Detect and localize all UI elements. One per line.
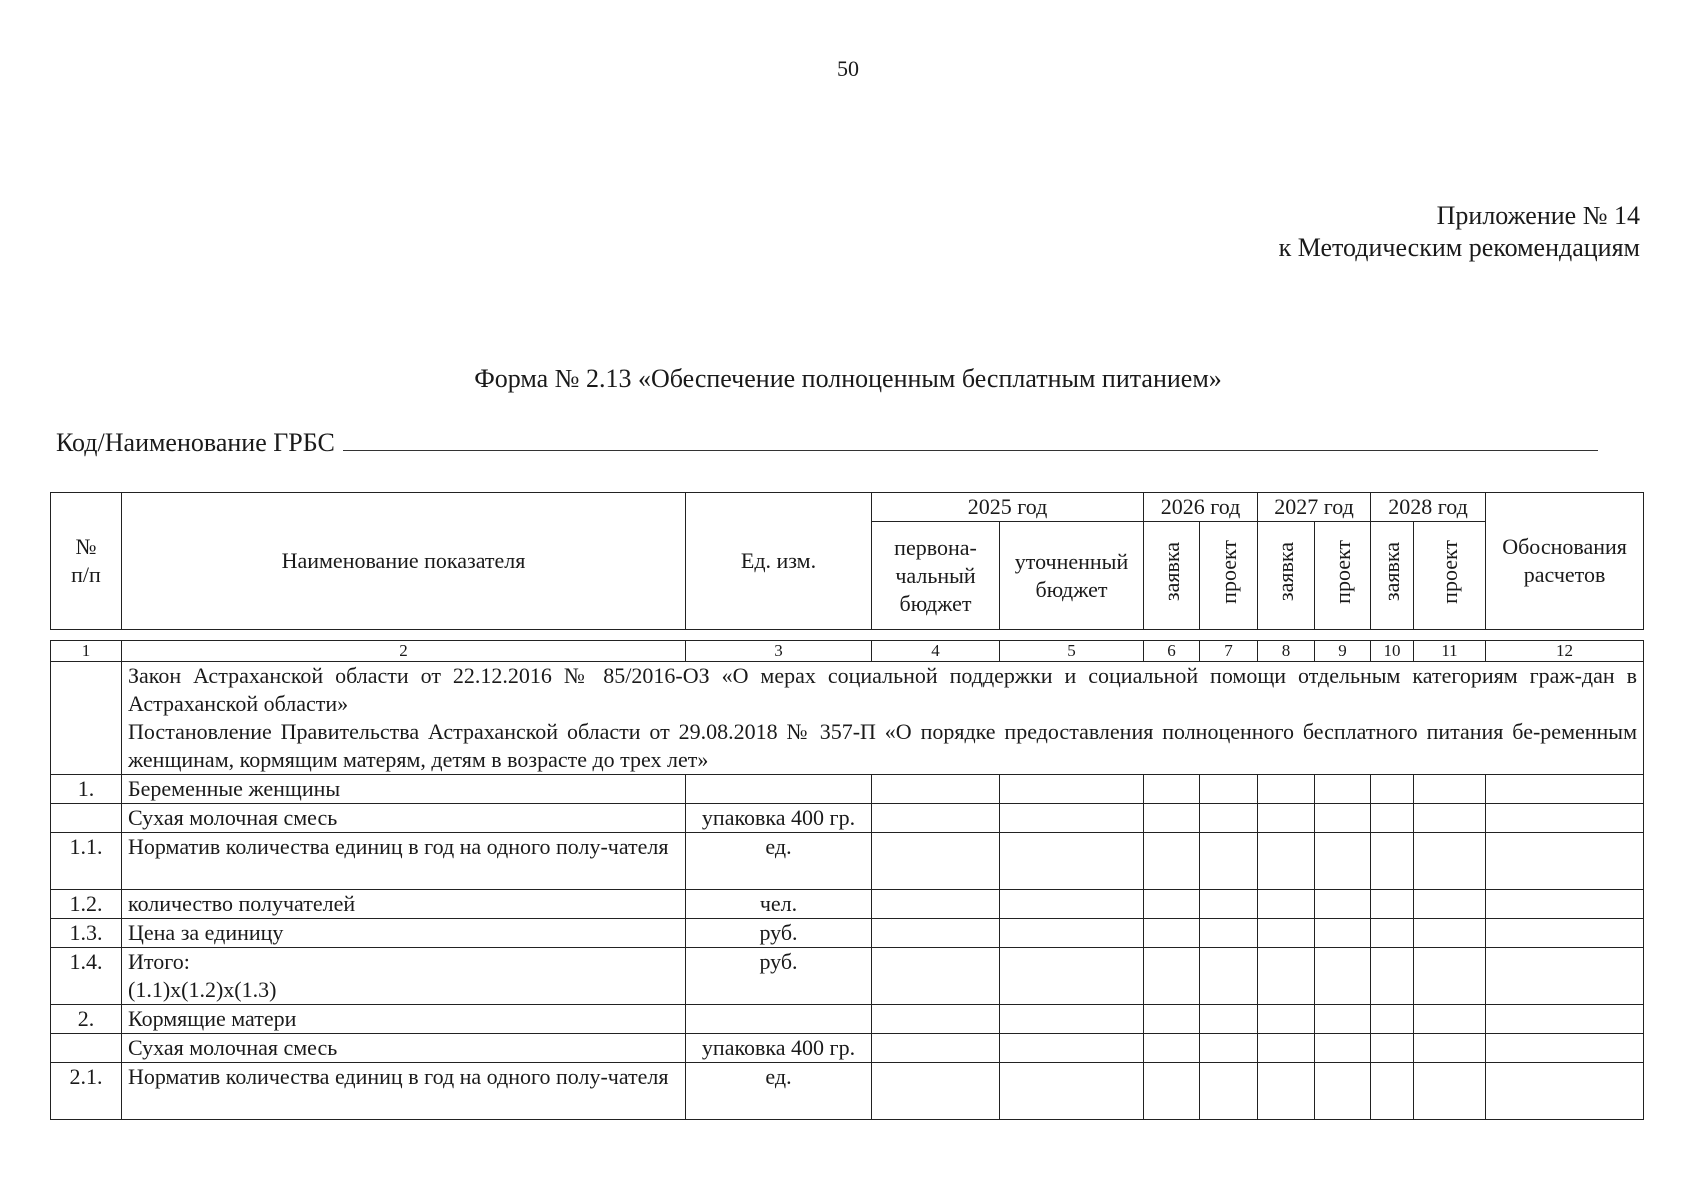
table-row [51,1005,1644,1034]
unit-cell: руб. [686,948,872,1005]
value-cell[interactable] [1144,890,1200,919]
column-number: 5 [1000,641,1144,662]
value-cell[interactable] [1315,804,1371,833]
value-cell[interactable] [1200,775,1258,804]
form-title: Форма № 2.13 «Обеспечение полноценным бесплатным питанием» [474,364,1222,393]
law-text-1: Закон Астраханской области от 22.12.2016 № 85/2016-ОЗ «О мерах социальной поддержки и социальной помощи отдельным категориям граж-дан в Астраханской области» [128,663,1637,716]
value-cell[interactable] [1414,1063,1486,1120]
value-cell[interactable] [1258,775,1315,804]
indicator-name-cell: Сухая молочная смесь [122,1034,686,1063]
value-cell[interactable] [1200,919,1258,948]
value-cell[interactable] [872,833,1000,890]
header-initial-budget: первона- чальный бюджет [872,522,1000,630]
value-cell[interactable] [872,1063,1000,1120]
header-col-name: Наименование показателя [122,493,686,630]
appendix-line-1: Приложение № 14 [1436,201,1640,230]
value-cell[interactable] [1144,833,1200,890]
value-cell[interactable] [1371,1063,1414,1120]
indicator-name-cell: Норматив количества единиц в год на одного полу-чателя [122,833,686,890]
value-cell[interactable] [1000,1005,1144,1034]
value-cell[interactable] [1486,890,1644,919]
header-project-2028-label: проект [1436,540,1462,604]
indicator-name-cell: Цена за единицу [122,919,686,948]
header-project-2027-label: проект [1329,540,1355,604]
law-text-2: Постановление Правительства Астраханской области от 29.08.2018 № 357-П «О порядке предоставления полноценного бесплатного питания бе-ременным женщинам, кормящим матерям, детям в возрасте до трех лет» [128,719,1637,772]
value-cell[interactable] [1486,1005,1644,1034]
row-number-cell [51,804,122,833]
table-row [51,890,1644,919]
value-cell[interactable] [1371,1005,1414,1034]
value-cell[interactable] [872,1034,1000,1063]
column-number: 10 [1371,641,1414,662]
row-number-cell [51,1034,122,1063]
value-cell[interactable] [1371,833,1414,890]
column-number: 11 [1414,641,1486,662]
column-number: 6 [1144,641,1200,662]
header-year-2028: 2028 год [1371,493,1486,522]
value-cell[interactable] [1144,1005,1200,1034]
header-year-2025: 2025 год [872,493,1144,522]
header-request-2026-label: заявка [1158,542,1184,602]
value-cell[interactable] [1414,948,1486,1005]
value-cell[interactable] [1414,919,1486,948]
value-cell[interactable] [1258,1005,1315,1034]
row-number-cell: 2.1. [51,1063,122,1120]
value-cell[interactable] [1414,804,1486,833]
indicator-name-cell: Кормящие матери [122,1005,686,1034]
value-cell[interactable] [1414,1005,1486,1034]
value-cell[interactable] [1144,948,1200,1005]
table-row [51,1063,1644,1120]
unit-cell: ед. [686,833,872,890]
value-cell[interactable] [1486,919,1644,948]
value-cell[interactable] [1258,948,1315,1005]
legal-basis-num-cell [51,662,122,775]
value-cell[interactable] [1315,1034,1371,1063]
value-cell[interactable] [1315,890,1371,919]
table-row [51,919,1644,948]
row-number-cell: 1. [51,775,122,804]
table-row [51,948,1644,1005]
header-request-2027-label: заявка [1273,542,1299,602]
indicator-name-cell: количество получателей [122,890,686,919]
value-cell[interactable] [1258,833,1315,890]
row-number-cell: 2. [51,1005,122,1034]
unit-cell [686,1005,872,1034]
header-col-unit: Ед. изм. [686,493,872,630]
unit-cell: чел. [686,890,872,919]
header-col-basis: Обоснования расчетов [1486,493,1644,630]
column-number: 12 [1486,641,1644,662]
legal-basis-row [51,662,1644,775]
value-cell[interactable] [1258,804,1315,833]
value-cell[interactable] [1258,919,1315,948]
value-cell[interactable] [1000,1034,1144,1063]
value-cell[interactable] [1486,1063,1644,1120]
data-table [50,640,1644,1120]
indicator-name-cell: Норматив количества единиц в год на одного полу-чателя [122,1063,686,1120]
header-project-2026-label: проект [1215,540,1241,604]
value-cell[interactable] [1414,890,1486,919]
table-row [51,775,1644,804]
value-cell[interactable] [1258,890,1315,919]
value-cell[interactable] [1486,948,1644,1005]
value-cell[interactable] [1144,1063,1200,1120]
header-request-2028 [1371,522,1414,630]
indicator-name-cell: Итого: (1.1)х(1.2)х(1.3) [122,948,686,1005]
indicator-name-cell: Сухая молочная смесь [122,804,686,833]
grbs-blank-line[interactable] [343,428,1598,451]
header-project-2028 [1414,522,1486,630]
value-cell[interactable] [1414,775,1486,804]
column-number: 8 [1258,641,1315,662]
column-number: 1 [51,641,122,662]
value-cell[interactable] [1200,1034,1258,1063]
value-cell[interactable] [1486,775,1644,804]
unit-cell: руб. [686,919,872,948]
value-cell[interactable] [1371,948,1414,1005]
indicator-name-cell: Беременные женщины [122,775,686,804]
value-cell[interactable] [872,890,1000,919]
value-cell[interactable] [1315,775,1371,804]
row-number-cell: 1.2. [51,890,122,919]
value-cell[interactable] [1486,804,1644,833]
column-number: 2 [122,641,686,662]
value-cell[interactable] [872,1005,1000,1034]
table-row [51,833,1644,890]
appendix-note [1279,200,1640,264]
column-number: 3 [686,641,872,662]
value-cell[interactable] [872,919,1000,948]
value-cell[interactable] [1144,804,1200,833]
value-cell[interactable] [1200,948,1258,1005]
header-project-2027 [1315,522,1371,630]
row-number-cell: 1.3. [51,919,122,948]
page-number: 50 [837,56,859,81]
value-cell[interactable] [1000,890,1144,919]
header-year-2027: 2027 год [1258,493,1371,522]
table-row [51,1034,1644,1063]
grbs-label: Код/Наименование ГРБС [56,428,335,457]
legal-basis-cell [122,662,1644,775]
value-cell[interactable] [1371,804,1414,833]
table-row [51,804,1644,833]
header-project-2026 [1200,522,1258,630]
value-cell[interactable] [1486,833,1644,890]
value-cell[interactable] [1144,775,1200,804]
unit-cell: ед. [686,1063,872,1120]
column-number: 7 [1200,641,1258,662]
header-col-number: № п/п [51,493,122,630]
value-cell[interactable] [1371,1034,1414,1063]
unit-cell [686,775,872,804]
value-cell[interactable] [872,804,1000,833]
value-cell[interactable] [1200,1005,1258,1034]
value-cell[interactable] [1315,1063,1371,1120]
value-cell[interactable] [1200,1063,1258,1120]
header-request-2027 [1258,522,1315,630]
unit-cell: упаковка 400 гр. [686,1034,872,1063]
value-cell[interactable] [1000,833,1144,890]
value-cell[interactable] [1000,1063,1144,1120]
value-cell[interactable] [1486,1034,1644,1063]
value-cell[interactable] [1371,890,1414,919]
unit-cell: упаковка 400 гр. [686,804,872,833]
value-cell[interactable] [1000,919,1144,948]
value-cell[interactable] [1144,919,1200,948]
value-cell[interactable] [1315,833,1371,890]
grbs-field [56,428,1598,458]
table-body [51,775,1644,1120]
row-number-cell: 1.1. [51,833,122,890]
value-cell[interactable] [1000,804,1144,833]
value-cell[interactable] [1144,1034,1200,1063]
header-revised-budget: уточненный бюджет [1000,522,1144,630]
value-cell[interactable] [1371,919,1414,948]
value-cell[interactable] [1371,775,1414,804]
value-cell[interactable] [1258,1063,1315,1120]
value-cell[interactable] [1315,948,1371,1005]
value-cell[interactable] [1200,833,1258,890]
value-cell[interactable] [872,948,1000,1005]
appendix-line-2: к Методическим рекомендациям [1278,233,1640,262]
column-number: 4 [872,641,1000,662]
value-cell[interactable] [1000,948,1144,1005]
row-number-cell: 1.4. [51,948,122,1005]
header-request-2028-label: заявка [1379,542,1405,602]
value-cell[interactable] [1200,890,1258,919]
column-number-row [51,641,1644,662]
value-cell[interactable] [1315,919,1371,948]
header-request-2026 [1144,522,1200,630]
value-cell[interactable] [1200,804,1258,833]
header-table [50,492,1644,630]
value-cell[interactable] [1258,1034,1315,1063]
header-year-2026: 2026 год [1144,493,1258,522]
column-number: 9 [1315,641,1371,662]
value-cell[interactable] [1414,833,1486,890]
value-cell[interactable] [1000,775,1144,804]
value-cell[interactable] [872,775,1000,804]
value-cell[interactable] [1315,1005,1371,1034]
value-cell[interactable] [1414,1034,1486,1063]
